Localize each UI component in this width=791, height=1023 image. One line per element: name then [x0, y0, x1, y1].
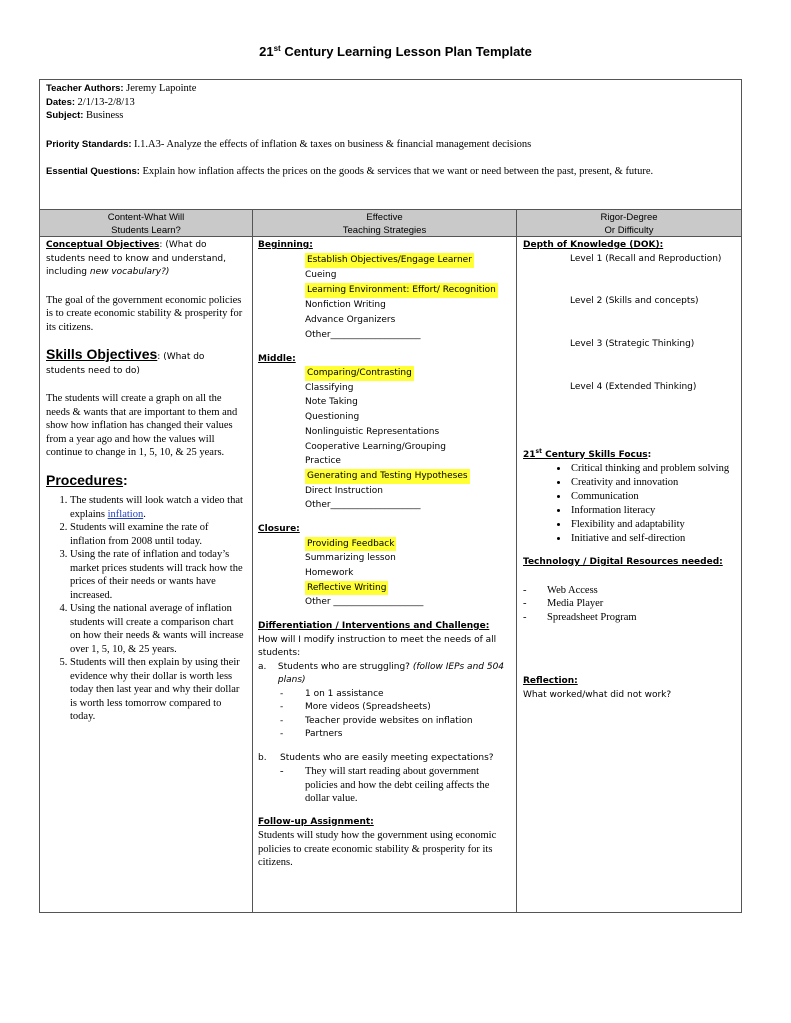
strategy-item: Practice — [305, 456, 341, 467]
standards-label: Priority Standards: — [46, 138, 132, 150]
dok-level: Level 2 (Skills and concepts) — [570, 296, 699, 306]
list-item: • Critical thinking and problem solving — [569, 462, 737, 476]
skills-list — [523, 462, 737, 546]
procedures-list — [46, 494, 246, 724]
rigor-column: Depth of Knowledge (DOK): Level 1 (Recall and Reproduction) Level 2 (Skills and concepts) Level 3 (Strategic Thinking) Level 4 (Extended Thinking) 21st Century Skills Focus: • Critical thinking and problem solving • Creativity and innovation • Communication • Information literacy • Flexibility and adaptability • Initiative and self-direction Technology / Digital Resources needed: - Web Access - Media Player - Spreadsheet Program Reflection: What worked/what did not work? — [523, 239, 737, 702]
list-item: • Communication — [569, 490, 737, 504]
column-divider — [252, 209, 253, 912]
list-item: • Flexibility and adaptability — [569, 518, 737, 532]
list-item: - Spreadsheet Program — [523, 611, 737, 625]
questions-value: Explain how inflation affects the prices on the goods & services that we want or need between the past, present, & future. — [142, 166, 654, 177]
dok-label: Depth of Knowledge (DOK): — [523, 240, 664, 250]
strategy-item: Advance Organizers — [305, 314, 396, 325]
strategy-item: Other____________________ — [305, 500, 421, 511]
questions-label: Essential Questions: — [46, 166, 140, 177]
strategy-item: Other ____________________ — [305, 597, 424, 608]
list-item: - Teacher provide websites on inflation — [280, 715, 510, 729]
content-column: Conceptual Objectives: (What do students need to know and understand, including new vocabulary?) The goal of the government economic policies is to create economic stability & prosperity for its citizens. Skills Objectives: (What do students need to do) The students will create a graph on all the needs & wants that are important to them and show how inflation has changed their values from a year ago and how the values will continue to change in 1, 5, 10, & 25 years. Procedures: 1. The students will look watch a video that explains inflation. 2. Students will examine the rate of inflation from 2008 until today. 3. Using the rate of inflation and today’s market prices students will track how the prices of their needs or wants have increased. 4. Using the national average of inflation students will create a comparison chart on how their needs & wants will increase over 1, 5, 10, & 25 years. 5. Students will then explain by using their evidence why their dollar is worth less today then last year and why their dollar is worth less tomorrow compared to today. — [46, 239, 246, 724]
dok-level: Level 3 (Strategic Thinking) — [570, 338, 695, 349]
reflection-label: Reflection: — [523, 676, 578, 686]
teacher-value: Jeremy Lapointe — [126, 83, 197, 94]
subject-value: Business — [85, 110, 124, 121]
strategy-item: Note Taking — [305, 397, 358, 408]
inflation-link[interactable]: inflation — [107, 508, 144, 520]
strategy-item: Other____________________ — [305, 329, 421, 340]
dates-value: 2/1/13-2/8/13 — [77, 96, 135, 108]
list-item: • Information literacy — [569, 504, 737, 518]
strategy-item: Questioning — [305, 412, 360, 423]
list-item: 1. The students will look watch a video that explains inflation. — [70, 494, 246, 521]
strategy-item: Nonlinguistic Representations — [305, 426, 440, 437]
strategy-item: Cooperative Learning/Grouping — [305, 441, 446, 452]
subject-label: Subject: — [46, 110, 84, 121]
teacher-label: Teacher Authors: — [46, 83, 124, 94]
skills-text: The students will create a graph on all the needs & wants that are important to them and show how inflation has changed their values from a year ago and how the values will continue to change in 1, 5, 10, & 25 years. — [46, 393, 238, 458]
column-divider — [516, 209, 517, 912]
list-item: - 1 on 1 assistance — [280, 688, 510, 702]
dok-level: Level 4 (Extended Thinking) — [570, 382, 697, 392]
list-item: • Creativity and innovation — [569, 476, 737, 490]
column-header-rigor: Rigor-Degree Or Difficulty — [517, 209, 741, 237]
closure-label: Closure: — [258, 524, 300, 535]
technology-list — [523, 584, 737, 625]
followup-label: Follow-up Assignment: — [258, 816, 374, 827]
skills-objectives-label: Skills Objectives — [46, 346, 158, 362]
strategy-item: Comparing/Contrasting — [305, 366, 414, 381]
list-item: 3. Using the rate of inflation and today’s market prices students will track how the prices of their needs or wants have increased. — [70, 548, 246, 602]
middle-label: Middle: — [258, 353, 296, 364]
dok-level: Level 1 (Recall and Reproduction) — [570, 253, 722, 264]
page-title: 21st Century Learning Lesson Plan Template — [259, 44, 532, 59]
standards-value: I.1.A3- Analyze the effects of inflation & taxes on business & financial management decisions — [134, 138, 532, 150]
reflection-text: What worked/what did not work? — [523, 689, 672, 700]
column-header-content: Content-What Will Students Learn? — [40, 209, 252, 237]
conceptual-text: The goal of the government economic policies is to create economic stability & prosperity for its citizens. — [46, 294, 243, 333]
strategy-item: Summarizing lesson — [305, 553, 396, 564]
differentiation-intro: How will I modify instruction to meet the needs of all students: — [258, 634, 497, 659]
dates-label: Dates: — [46, 96, 76, 108]
meeting-list — [258, 765, 510, 806]
strategy-item: Reflective Writing — [305, 581, 388, 596]
strategies-column: Beginning: Establish Objectives/Engage Learner Cueing Learning Environment: Effort/ Recognition Nonfiction Writing Advance Organizers Other____________________ Middle: Comparing/Contrasting Classifying Note Taking Questioning Nonlinguistic Representations Cooperative Learning/Grouping Practice Generating and Testing Hypotheses Direct Instruction Other____________________ Closure: Providing Feedback Summarizing lesson Homework Reflective Writing Other ____________________ Differentiation / Interventions and Challenge: How will I modify instruction to meet the needs of all students: a. Students who are struggling? (follow IEPs and 504 plans) - 1 on 1 assistance - More videos (Spreadsheets) - Teacher provide websites on inflation - Partners b. Students who are easily meeting expectations? - They will start reading about government policies and how the debt ceiling affects the dollar value. Follow-up Assignment: Students will study how the government using economic policies to create economic stability & prosperity for its citizens. — [258, 239, 510, 870]
list-item: - Web Access — [523, 584, 737, 598]
followup-text: Students will study how the government using economic policies to create economic stability & prosperity for its citizens. — [258, 830, 497, 869]
strategy-item: Homework — [305, 567, 354, 578]
strategy-item: Learning Environment: Effort/ Recognition — [305, 283, 498, 298]
strategy-item: Establish Objectives/Engage Learner — [305, 253, 474, 268]
list-item: - More videos (Spreadsheets) — [280, 701, 510, 715]
beginning-label: Beginning: — [258, 240, 313, 250]
technology-label: Technology / Digital Resources needed: — [523, 557, 723, 567]
strategy-item: Nonfiction Writing — [305, 299, 386, 310]
list-item: - Partners — [280, 728, 510, 742]
header-section — [46, 82, 736, 179]
list-item: 4. Using the national average of inflation students will create a comparison chart on how their needs & wants will increase over 1, 5, 10, & 25 years. — [70, 602, 246, 656]
list-item: - Media Player — [523, 597, 737, 611]
struggling-list — [258, 688, 510, 742]
strategy-item: Providing Feedback — [305, 537, 396, 552]
list-item: • Initiative and self-direction — [569, 532, 737, 546]
differentiation-label: Differentiation / Interventions and Challenge: — [258, 621, 490, 632]
procedures-label: Procedures — [46, 471, 124, 488]
column-header-strategies: Effective Teaching Strategies — [253, 209, 516, 237]
list-item: 5. Students will then explain by using their evidence why their dollar is worth less today then last year and why their dollar is worth less tomorrow compared to today. — [70, 656, 246, 724]
list-item: 2. Students will examine the rate of inflation from 2008 until today. — [70, 521, 246, 548]
strategy-item: Classifying — [305, 382, 354, 393]
strategy-item: Generating and Testing Hypotheses — [305, 469, 470, 484]
strategy-item: Direct Instruction — [305, 485, 383, 496]
list-item: - They will start reading about government policies and how the debt ceiling affects the dollar value. — [280, 765, 510, 806]
conceptual-objectives-label: Conceptual Objectives — [46, 240, 160, 250]
strategy-item: Cueing — [305, 269, 337, 280]
